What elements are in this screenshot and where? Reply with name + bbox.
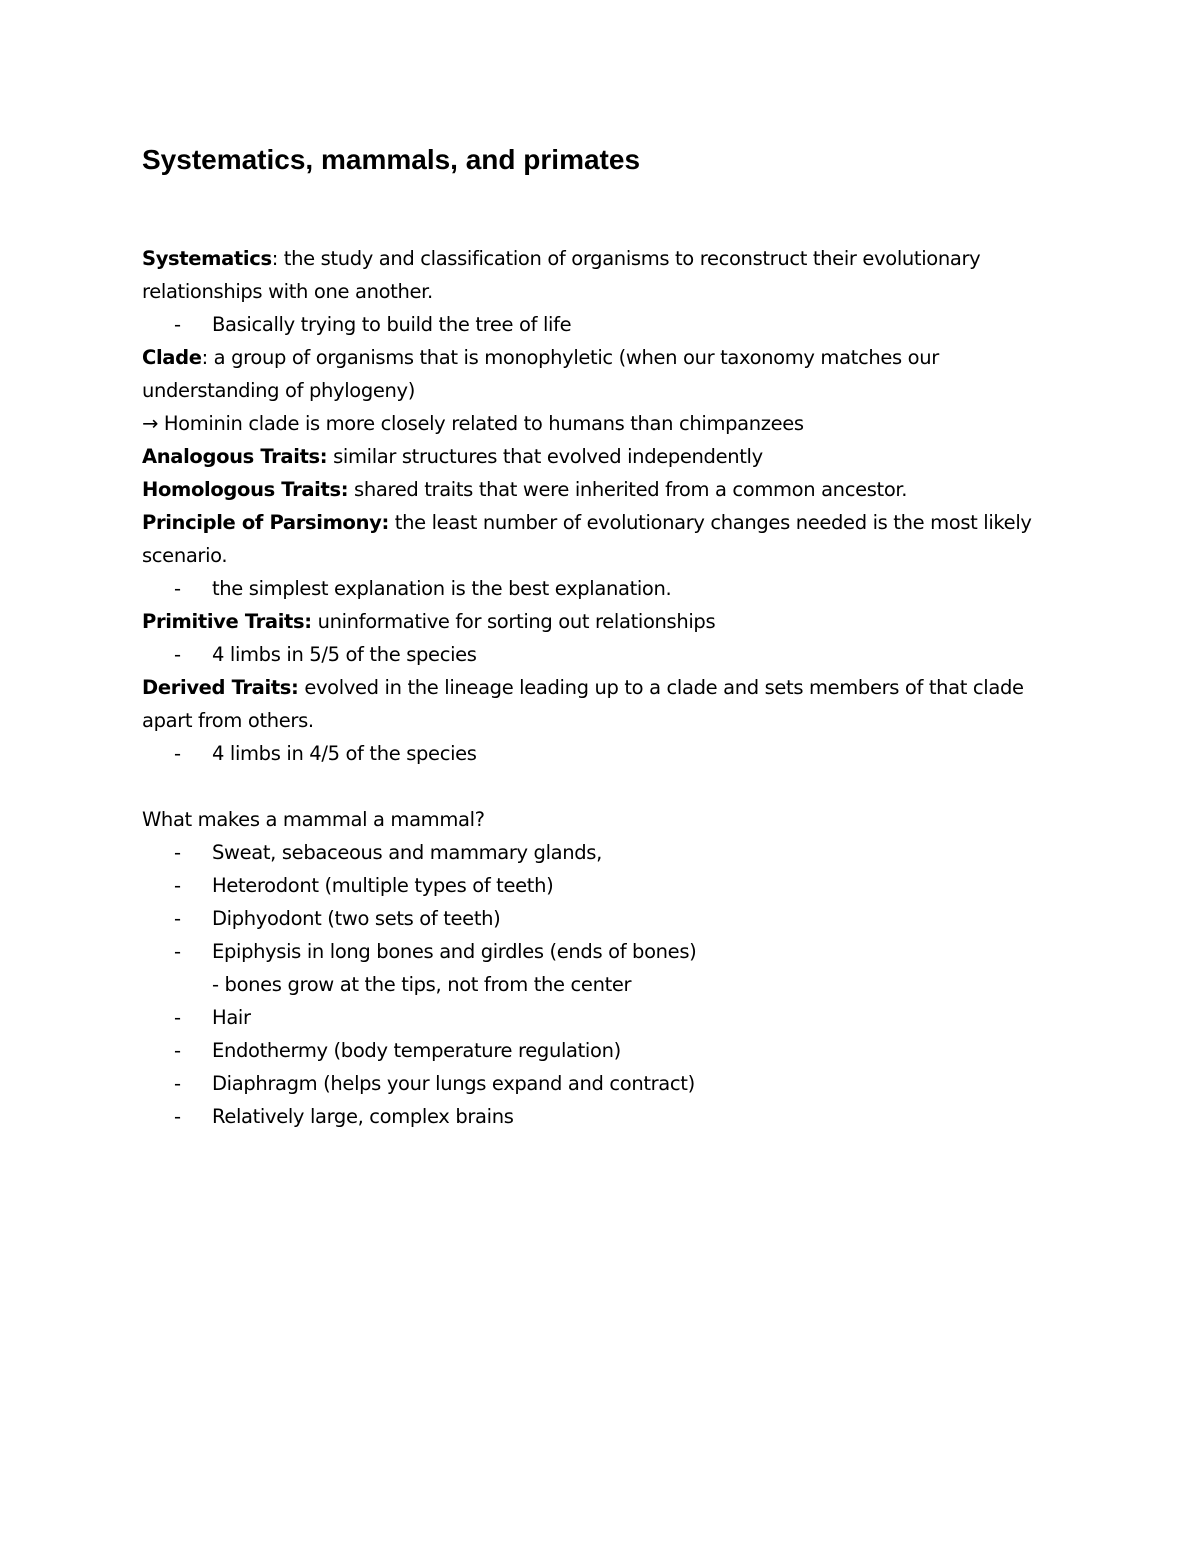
derived-def-line2: apart from others. xyxy=(142,709,314,732)
clade-def-line1: : a group of organisms that is monophyletic (when our taxonomy matches our xyxy=(201,346,939,369)
list-item xyxy=(142,1067,1042,1100)
bullet-text: Sweat, sebaceous and mammary glands, xyxy=(212,841,602,864)
derived-definition xyxy=(142,671,1042,704)
parsimony-def-line2: scenario. xyxy=(142,544,228,567)
clade-term: Clade xyxy=(142,346,202,369)
list-item xyxy=(142,935,1042,968)
bullet-dash: - xyxy=(174,1105,181,1128)
bullet-text: Diphyodont (two sets of teeth) xyxy=(212,907,501,930)
bullet-dash: - xyxy=(174,907,181,930)
list-item xyxy=(142,869,1042,902)
bullet-dash: - xyxy=(174,874,181,897)
bullet-dash: - xyxy=(174,313,181,336)
systematics-term: Systematics xyxy=(142,247,272,270)
list-item xyxy=(142,902,1042,935)
systematics-definition xyxy=(142,242,1042,275)
list-item xyxy=(142,308,1042,341)
bullet-dash: - xyxy=(174,643,181,666)
analogous-term: Analogous Traits: xyxy=(142,445,328,468)
analogous-def: similar structures that evolved independently xyxy=(327,445,763,468)
clade-definition xyxy=(142,341,1042,374)
list-item xyxy=(142,1001,1042,1034)
bullet-text: the simplest explanation is the best explanation. xyxy=(212,577,672,600)
list-item xyxy=(142,638,1042,671)
bullet-text: Basically trying to build the tree of life xyxy=(212,313,572,336)
bullet-text: Heterodont (multiple types of teeth) xyxy=(212,874,554,897)
systematics-def-line2: relationships with one another. xyxy=(142,280,433,303)
primitive-term: Primitive Traits: xyxy=(142,610,312,633)
bullet-text: Epiphysis in long bones and girdles (ends of bones) xyxy=(212,940,697,963)
bullet-text: 4 limbs in 5/5 of the species xyxy=(212,643,477,666)
blank-line xyxy=(142,770,1042,803)
parsimony-term: Principle of Parsimony: xyxy=(142,511,389,534)
bullet-dash: - xyxy=(174,577,181,600)
parsimony-def-line1: the least number of evolutionary changes needed is the most likely xyxy=(388,511,1032,534)
analogous-definition xyxy=(142,440,1042,473)
bullet-dash: - xyxy=(174,1006,181,1029)
bullet-dash: - xyxy=(174,940,181,963)
derived-def-line1: evolved in the lineage leading up to a clade and sets members of that clade xyxy=(298,676,1024,699)
bullet-dash: - xyxy=(174,742,181,765)
list-item xyxy=(142,1034,1042,1067)
homologous-term: Homologous Traits: xyxy=(142,478,349,501)
bullet-text: Relatively large, complex brains xyxy=(212,1105,514,1128)
derived-term: Derived Traits: xyxy=(142,676,299,699)
bullet-text: Hair xyxy=(212,1006,251,1029)
list-item xyxy=(142,572,1042,605)
list-item xyxy=(142,737,1042,770)
parsimony-definition xyxy=(142,506,1042,539)
clade-arrow-note: → Hominin clade is more closely related to humans than chimpanzees xyxy=(142,412,804,435)
systematics-def-line1: : the study and classification of organisms to reconstruct their evolutionary xyxy=(271,247,981,270)
list-item xyxy=(142,1100,1042,1133)
bullet-text: 4 limbs in 4/5 of the species xyxy=(212,742,477,765)
primitive-def: uninformative for sorting out relationships xyxy=(311,610,716,633)
clade-def-line2: understanding of phylogeny) xyxy=(142,379,416,402)
list-item xyxy=(142,836,1042,869)
sub-note: - bones grow at the tips, not from the center xyxy=(212,973,632,996)
bullet-text: Diaphragm (helps your lungs expand and contract) xyxy=(212,1072,695,1095)
bullet-dash: - xyxy=(174,1072,181,1095)
document-body xyxy=(142,242,1042,1133)
mammal-question: What makes a mammal a mammal? xyxy=(142,808,485,831)
bullet-dash: - xyxy=(174,1039,181,1062)
homologous-definition xyxy=(142,473,1042,506)
bullet-text: Endothermy (body temperature regulation) xyxy=(212,1039,621,1062)
page-title: Systematics, mammals, and primates xyxy=(142,144,641,175)
primitive-definition xyxy=(142,605,1042,638)
homologous-def: shared traits that were inherited from a common ancestor. xyxy=(348,478,908,501)
bullet-dash: - xyxy=(174,841,181,864)
